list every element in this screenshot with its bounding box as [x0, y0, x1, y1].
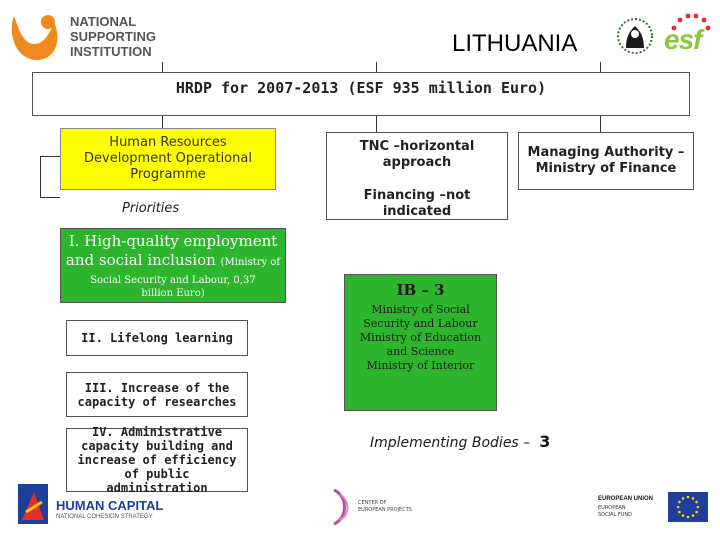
human-capital-logo — [16, 482, 166, 528]
implementing-bodies-label: Implementing Bodies – — [370, 435, 531, 451]
institution-line1: NATIONAL — [70, 14, 137, 29]
hrdp-top-box — [32, 72, 690, 116]
managing-authority-box — [518, 132, 694, 190]
connector-top-mid — [376, 62, 377, 72]
eu-logo — [598, 492, 710, 526]
priority1-note-inline: (Ministry of — [220, 257, 281, 268]
connector-ma — [600, 116, 601, 132]
ib-box — [344, 274, 497, 411]
bracket-vertical — [40, 156, 41, 198]
priority1-title: I. High-quality employment and social inclusion — [65, 232, 278, 269]
esf-logo — [660, 10, 716, 54]
center-logo — [330, 488, 430, 528]
implementing-bodies — [370, 432, 550, 451]
connector-top-left — [162, 62, 163, 72]
priority3-box — [66, 372, 248, 417]
ib-line1: Ministry of Social Security and Labour — [363, 303, 478, 330]
hrdop-text: Human Resources Development Operational Programme — [84, 135, 252, 182]
priority3-text: III. Increase of the capacity of researches — [77, 380, 237, 409]
priority1-note: Social Security and Labour, 0,37 billion Euro) — [90, 275, 256, 299]
center-line1: CENTER OF — [358, 500, 387, 506]
connector-tnc — [376, 116, 377, 132]
bracket-top — [40, 156, 60, 157]
nsi-logo — [8, 12, 168, 64]
hrdp-top-text: HRDP for 2007-2013 (ESF 935 million Euro) — [175, 79, 547, 97]
center-line2: EUROPEAN PROJECTS — [358, 507, 412, 513]
priority2-box — [66, 320, 248, 356]
institution-line2: SUPPORTING — [70, 29, 156, 44]
center-logo-icon — [330, 488, 354, 526]
connector-top-right — [600, 62, 601, 72]
esf-people-icon — [612, 14, 658, 58]
human-capital-icon — [16, 482, 50, 526]
ib-line2: Ministry of Education and Science — [359, 331, 482, 358]
bracket-bottom — [40, 197, 60, 198]
country-title: LITHUANIA — [452, 30, 578, 57]
tnc-text: TNC –horizontal approach — [359, 139, 475, 170]
hrdop-box — [60, 128, 276, 190]
esf-logo-text: esf — [664, 24, 702, 55]
managing-authority-text: Managing Authority – Ministry of Finance — [527, 145, 685, 176]
nsi-logo-icon — [8, 12, 62, 64]
human-capital-sub: NATIONAL COHESION STRATEGY — [56, 514, 153, 520]
institution-line3: INSTITUTION — [70, 44, 152, 59]
priority4-text: IV. Administrative capacity building and increase of efficiency of public administration — [77, 425, 237, 495]
ib-title: IB – 3 — [396, 281, 445, 299]
financing-text: Financing –not indicated — [363, 188, 471, 219]
eu-flag-icon — [668, 492, 708, 522]
human-capital-text: HUMAN CAPITAL — [56, 498, 164, 513]
eu-line2: EUROPEAN — [598, 505, 626, 511]
connector-hrdop — [162, 116, 163, 128]
ib-line3: Ministry of Interior — [366, 359, 475, 372]
priorities-label: Priorities — [122, 201, 180, 216]
eu-line1: EUROPEAN UNION — [598, 496, 654, 502]
priority1-box — [60, 228, 286, 303]
priority2-text: II. Lifelong learning — [81, 331, 233, 345]
implementing-bodies-count: 3 — [539, 432, 551, 451]
eu-line3: SOCIAL FUND — [598, 512, 632, 518]
